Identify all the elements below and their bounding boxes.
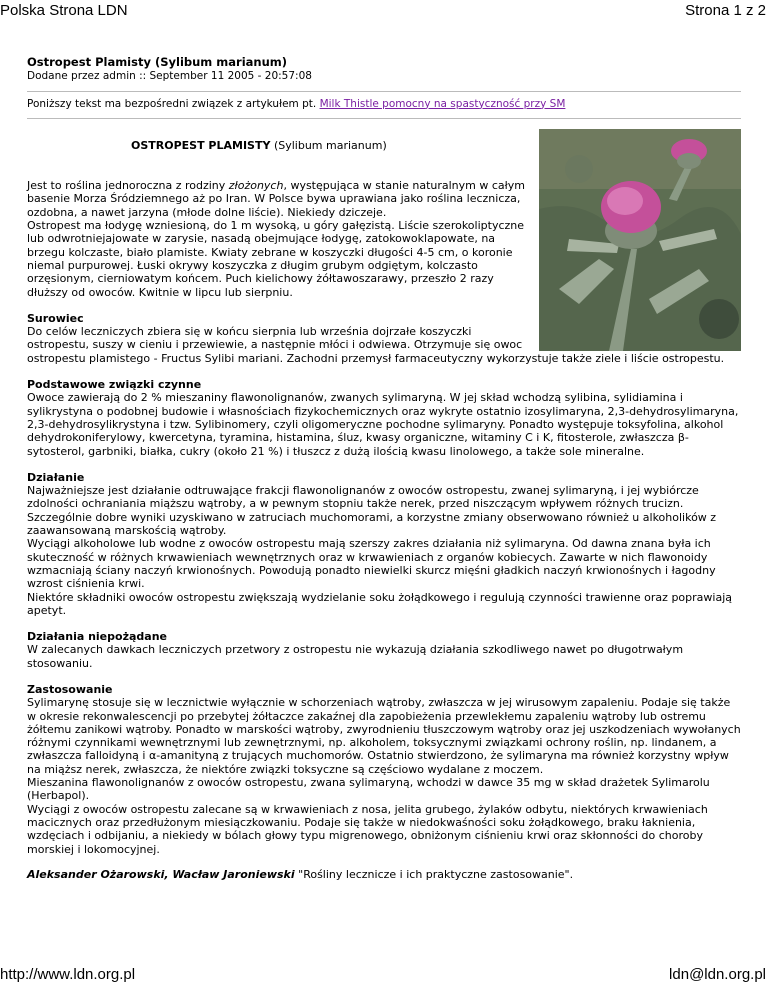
section-dzialanie [27,471,741,617]
section-paragraph: Najważniejsze jest działanie odtruwające frakcji flawonolignanów z owoców ostropestu, zwanej sylimaryną, i jej wybiórcze zdolności ochraniania miąższu wątroby, a w pewnym stopniu także nerek, przed niszczącym wpływem różnych trucizn. Szczególnie dobre wyniki uzyskiwano w zatruciach muchomorami, a korzystne zmiany obserwowano również u alkoholików z zaawansowaną marskością wątroby. [27,484,717,538]
divider [27,118,741,119]
section-title: Działanie [27,470,85,484]
credit-authors: Aleksander Ożarowski, Wacław Jaroniewski [27,867,295,881]
section-title: Surowiec [27,311,84,325]
plant-name: OSTROPEST PLAMISTY [131,138,271,152]
section-paragraph: Wyciągi z owoców ostropestu zalecane są w krwawieniach z nosa, jelita grubego, żylaków odbytu, niektórych krwawieniach macicznych oraz przedłużonym miesiączkowaniu. Podaje się także w niedokwaśności soku żołądkowego, braku łaknienia, wzdęciach i odbijaniu, a niekiedy w bólach głowy typu migrenowego, obniżonym ciśnieniu krwi oraz skłonności do choroby morskiej i lokomocyjnej. [27,802,708,856]
section-paragraph: Owoce zawierają do 2 % mieszaniny flawonolignanów, zwanych sylimaryną. W jej skład wchodzą sylibina, sylidiamina i sylikrystyna o podobnej budowie i własnościach fizykochemicznych oraz wykryte ostatnio izosylimaryna, 2,3-dehydrosylimaryna, 2,3-dehydrosylikrystyna i tzw. Sylibinomery, czyli oligomeryczne pochodne sylimaryny. Ponadto występuje toksyfolina, alkohol dehydrokoniferylowy, kwercetyna, tyramina, histamina, śluz, kwasy organiczne, witaminy C i K, fitosterole, zwłaszcza β-sytosterol, garbniki, białka, cukry (około 21 %) i tłuszcz z dużą ilością kwasu linolowego, a także sole mineralne. [27,391,739,458]
source-credit [27,868,741,881]
plant-latin-name: (Sylibum marianum) [270,138,387,152]
related-prefix: Poniższy tekst ma bezpośredni związek z artykułem pt. [27,97,320,110]
section-title: Podstawowe związki czynne [27,378,202,392]
page-header [0,2,768,24]
article-title: Ostropest Plamisty (Sylibum marianum) [27,55,288,69]
credit-book: "Rośliny lecznicze i ich praktyczne zastosowanie". [294,867,574,881]
section-niepozadane [27,630,741,670]
article-body [27,139,741,881]
intro-text: Jest to roślina jednoroczna z rodziny [27,179,229,193]
article-meta: Dodane przez admin :: September 11 2005 - 20:57:08 [27,70,312,83]
page-footer [0,966,768,988]
section-title: Zastosowanie [27,682,113,696]
thistle-photo [539,129,741,351]
section-paragraph: W zalecanych dawkach leczniczych przetwory z ostropestu nie wykazują działania szkodliwego nawet po długotrwałym stosowaniu. [27,643,684,670]
description-paragraph: Ostropest ma łodygę wzniesioną, do 1 m wysoką, u góry gałęzistą. Liście szerokoliptyczne lub odwrotniejajowate w zarysie, nasadą obejmujące łodygę, zatokowoklapowate, na brzegu kolczaste, biało plamiste. Kwiaty zebrane w koszyczki długości 4-5 cm, o koronie niemal purpurowej. Łuski okrywy koszyczka z długim grubym odgiętym, kolczasto orzęsionym, cierniowatym końcem. Puch kielichowy żółtawoszarawy, przeszło 2 razy dłuższy od owoców. Kwitnie w lipcu lub sierpniu. [27,219,525,299]
divider [27,91,741,92]
section-paragraph: Niektóre składniki owoców ostropestu zwiększają wydzielanie soku żołądkowego i regulują czynności trawienne oraz poprawiają apetyt. [27,590,732,617]
related-note [27,98,741,111]
section-paragraph: Do celów leczniczych zbiera się w końcu sierpnia lub września dojrzałe koszyczki ostropestu, suszy w cieniu i przewiewie, a następnie młóci i odwiewa. Otrzymuje się owoc ostropestu plamistego - Fructus Sylibi mariani. Zachodni przemysł farmaceutyczny wykorzystuje także ziele i liście ostropestu. [27,325,725,365]
page-number: Strona 1 z 2 [685,2,766,19]
section-paragraph: Sylimarynę stosuje się w lecznictwie wyłącznie w schorzeniach wątroby, zwłaszcza w jej wirusowym zapaleniu. Podaje się także w okresie rekonwalescencji po przebytej żółtaczce zakaźnej dla zapobieżenia przewlekłemu zapaleniu wątroby lub ostremu żółtemu zanikowi wątroby. Ponadto w marskości wątroby, zwyrodnieniu tłuszczowym wątroby oraz jej uszkodzeniach wywołanych różnymi czynnikami wewnętrznymi lub zewnętrznymi, np. alkoholem, toksycznymi związkami ochrony roślin, np. lindanem, a zwłaszcza falloidyną i α-amanityną z trujących muchomorów. Ostatnio stwierdzono, że sylimaryna ma również korzystny wpływ na miąższ nerek, zwłaszcza, że niektóre związki toksyczne są częściowo wydalane z moczem. [27,696,741,776]
intro-text-2: , występująca w stanie naturalnym w całym basenie Morza Śródziemnego aż po Iran. W Polsce bywa uprawiana jako roślina lecznicza, ozdobna, a nawet jarzyna (młode dolne liście). Niekiedy dziczeje. [27,179,526,219]
site-name: Polska Strona LDN [0,2,128,19]
content [27,56,741,881]
intro-italic: złożonych [228,179,284,193]
section-title: Działania niepożądane [27,630,167,644]
section-paragraph: Wyciągi alkoholowe lub wodne z owoców ostropestu mają szerszy zakres działania niż sylimaryna. Od dawna znana była ich skuteczność w różnych krwawieniach wewnętrznych oraz w krwawieniach z organów kobiecych. Zawarte w nich flawonoidy wzmacniają ściany naczyń krwionośnych. Powodują ponadto niewielki skurcz mięśni gładkich naczyń krwionośnych i łagodny wzrost ciśnienia krwi. [27,537,716,591]
section-zastosowanie [27,683,741,856]
footer-url: http://www.ldn.org.pl [0,966,136,983]
related-article-link[interactable]: Milk Thistle pomocny na spastyczność przy SM [319,97,566,110]
section-zwiazki [27,378,741,458]
section-paragraph: Mieszanina flawonolignanów z owoców ostropestu, zwana sylimaryną, wchodzi w dawce 35 mg w skład drażetek Sylimarolu (Herbapol). [27,776,710,803]
footer-email: ldn@ldn.org.pl [669,966,766,983]
